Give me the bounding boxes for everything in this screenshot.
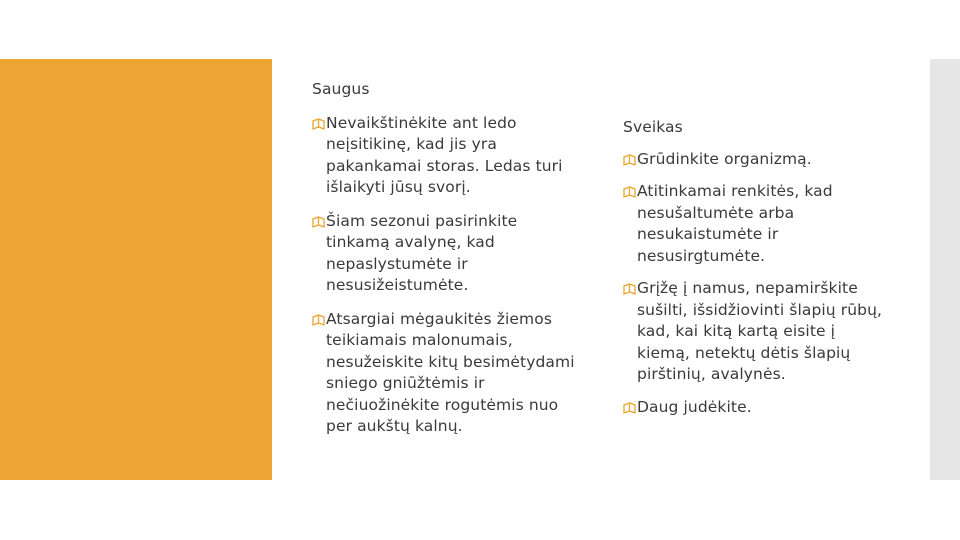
list-item-text: Nevaikštinėkite ant ledo neįsitikinę, kad jis yra pakankamai storas. Ledas turi išlaikyti jūsų svorį. — [326, 113, 563, 196]
accent-panel — [0, 59, 272, 480]
book-bullet-icon — [312, 216, 325, 228]
list-item — [623, 181, 893, 267]
left-bullet-list — [312, 113, 582, 438]
list-item-text: Šiam sezonui pasirinkite tinkamą avalynę, kad nepaslystumėte ir nesusižeistumėte. — [326, 211, 518, 294]
right-column-heading: Sveikas — [623, 118, 683, 136]
list-item-text: Atsargiai mėgaukitės žiemos teikiamais malonumais, nesužeiskite kitų besimėtydami sniego gniūžtėmis ir nečiuožinėkite rogutėmis nuo per aukštų kalnų. — [326, 309, 575, 435]
list-item-text: Daug judėkite. — [637, 397, 752, 416]
list-item — [623, 278, 893, 386]
list-item-text: Grįžę į namus, nepamirškite sušilti, išsidžiovinti šlapių rūbų, kad, kai kitą kartą eisite į kiemą, netektų dėtis šlapių pirštinių, avalynės. — [637, 279, 883, 383]
book-bullet-icon — [623, 402, 636, 414]
side-strip — [930, 59, 960, 480]
left-column — [312, 79, 582, 450]
list-item — [312, 113, 582, 199]
list-item-text: Grūdinkite organizmą. — [637, 149, 812, 168]
right-column — [623, 117, 893, 429]
book-bullet-icon — [312, 118, 325, 130]
list-item — [623, 149, 893, 171]
book-bullet-icon — [623, 186, 636, 198]
list-item — [312, 309, 582, 438]
list-item-text: Atitinkamai renkitės, kad nesušaltumėte arba nesukaistumėte ir nesusirgtumėte. — [637, 182, 833, 265]
book-bullet-icon — [623, 154, 636, 166]
list-item — [312, 211, 582, 297]
right-bullet-list — [623, 149, 893, 419]
book-bullet-icon — [623, 283, 636, 295]
book-bullet-icon — [312, 314, 325, 326]
left-column-heading: Saugus — [312, 80, 370, 98]
list-item — [623, 397, 893, 419]
